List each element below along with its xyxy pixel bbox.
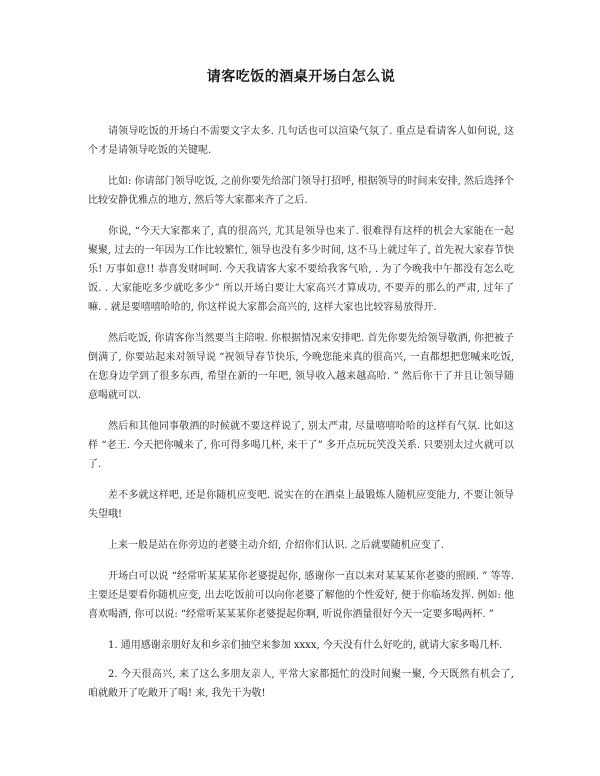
- paragraph-toast-colleagues: 然后和其他同事敬酒的时候就不要这样说了, 别太严肃, 尽量嘻嘻哈哈的这样有气氛. 比如这样 “老王. 今天把你喊来了, 你可得多喝几杯, 来干了” 多开点玩玩笑没关系. 只要别太过火就可以了.: [88, 421, 514, 470]
- paragraph-adapt: 差不多就这样吧, 还是你随机应变吧. 说实在的在酒桌上最锻炼人随机应变能力, 不要让领导失望哦!: [88, 490, 514, 520]
- document-page: [88, 66, 514, 713]
- list-item-2: 2. 今天很高兴, 来了这么多朋友亲人, 平常大家都挺忙的没时间聚一聚, 今天既然有机会了, 咱就敞开了吃敞开了喝! 来, 我先干为敬!: [88, 669, 514, 699]
- paragraph-toast-leader: 然后吃饭, 你请客你当然要当主陪啦. 你根据情况来安排吧. 首先你要先给领导敬酒, 你把被子倒满了, 你要站起来对领导说 “祝领导春节快乐, 今晚您能来真的很高兴, 一直都想把您喊来吃饭, 在您身边学到了很多东西, 希望在新的一年吧, 领导收入越来越高哈. ” 然后你干了并且让领导随意喝就可以.: [88, 333, 514, 401]
- document-title: 请客吃饭的酒桌开场白怎么说: [206, 69, 396, 85]
- paragraph-opening-speech: 你说, “今天大家都来了, 真的很高兴, 尤其是领导也来了. 很难得有这样的机会大家能在一起聚聚, 过去的一年因为工作比较繁忙, 领导也没有多少时间, 这不马上就过年了, 首先祝大家春节快乐! 万事如意!! 恭喜发财呵呵. 今天我请客大家不要给我客气哈, . 为了今晚我中午都没有怎么吃饭. . 大家能吃多少就吃多少” 所以开场白要让大家高兴才算成功, 不要弄的那么的严肃, 过年了嘛. . 就是要嘻嘻哈哈的, 你这样说大家都会高兴的, 这样大家也比较容易放得开.: [88, 226, 514, 313]
- paragraph-example: 比如: 你请部门领导吃饭, 之前你要先给部门领导打招呼, 根据领导的时间来安排, 然后选择个比较安静优雅点的地方, 然后等大家都来齐了之后.: [88, 176, 514, 206]
- list-item-1: 1. 通用感谢亲朋好友和乡亲们抽空来参加 xxxx, 今天没有什么好吃的, 就请大家多喝几杯.: [108, 640, 503, 651]
- paragraph-opening-options: 开场白可以说 “经常听某某某你老婆提起你, 感谢你一直以来对某某某你老婆的照顾. ” 等等. 主要还是要看你随机应变, 出去吃饭前可以向你老婆了解他的个性爱好, 便于你临场发挥. 例如: 他喜欢喝酒, 你可以说: “经常听某某某你老婆提起你啊, 听说你酒量很好今天一定要多喝两杯. ”: [88, 571, 514, 620]
- paragraph-introduction: 上来一般是站在你旁边的老婆主动介绍, 介绍你们认识. 之后就要随机应变了.: [108, 540, 444, 551]
- paragraph-intro: 请领导吃饭的开场白不需要文字太多. 几句话也可以渲染气氛了. 重点是看请客人如何说, 这个才是请领导吃饭的关键呢.: [88, 126, 514, 156]
